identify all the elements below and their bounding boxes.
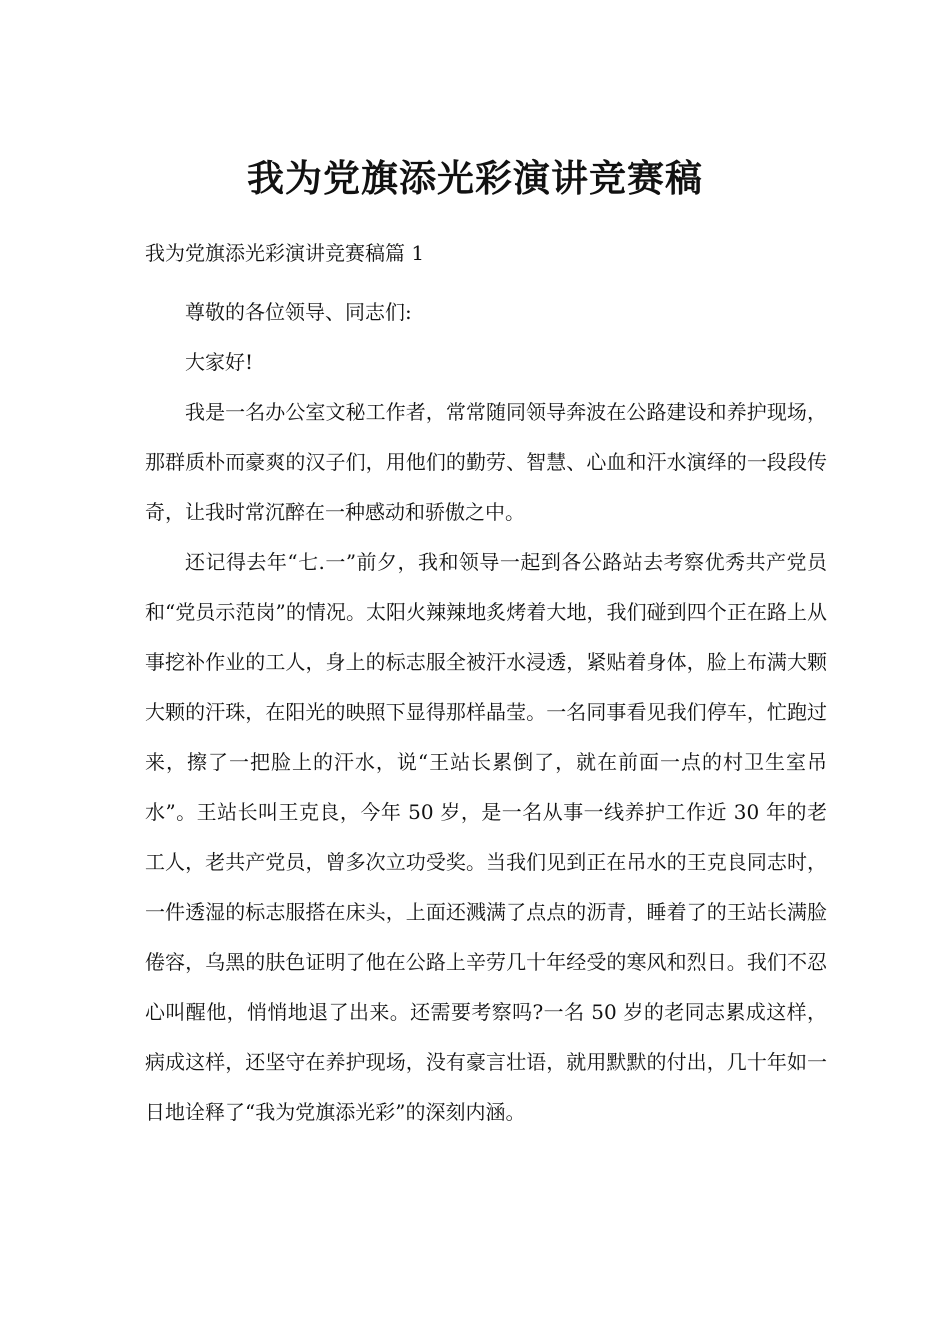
paragraph-story: 还记得去年“七.一”前夕，我和领导一起到各公路站去考察优秀共产党员和“党员示范岗”的情况。太阳火辣辣地炙烤着大地，我们碰到四个正在路上从事挖补作业的工人，身上的标志服全被汗水浸透，紧贴着身体，脸上布满大颗大颗的汗珠，在阳光的映照下显得那样晶莹。一名同事看见我们停车，忙跑过来，擦了一把脸上的汗水，说“王站长累倒了，就在前面一点的村卫生室吊水”。王站长叫王克良，今年 50 岁，是一名从事一线养护工作近 30 年的老工人，老共产党员，曾多次立功受奖。当我们见到正在吊水的王克良同志时，一件透湿的标志服搭在床头，上面还溅满了点点的沥青，睡着了的王站长满脸倦容，乌黑的肤色证明了他在公路上辛劳几十年经受的寒风和烈日。我们不忍心叫醒他，悄悄地退了出来。还需要考察吗?一名 50 岁的老同志累成这样，病成这样，还坚守在养护现场，没有豪言壮语，就用默默的付出，几十年如一日地诠释了“我为党旗添光彩”的深刻内涵。 (145, 550, 827, 1124)
paragraph-salutation: 尊敬的各位领导、同志们: (185, 300, 412, 324)
paragraph-intro: 我是一名办公室文秘工作者，常常随同领导奔波在公路建设和养护现场，那群质朴而豪爽的汉子们，用他们的勤劳、智慧、心血和汗水演绎的一段段传奇，让我时常沉醉在一种感动和骄傲之中。 (145, 400, 827, 524)
document-title: 我为党旗添光彩演讲竞赛稿 (247, 155, 703, 200)
section-heading: 我为党旗添光彩演讲竞赛稿篇 1 (145, 241, 425, 265)
document-body (145, 287, 827, 1137)
paragraph-greeting: 大家好! (185, 350, 254, 374)
